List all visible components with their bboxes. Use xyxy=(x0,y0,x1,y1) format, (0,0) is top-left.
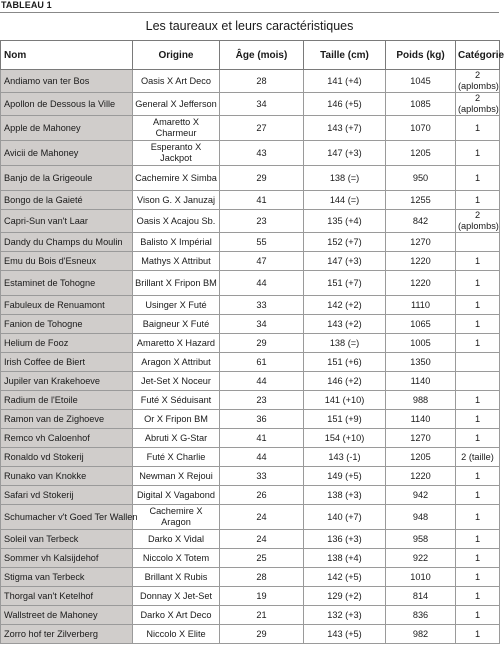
category-cell: 1 xyxy=(456,568,500,587)
weight-cell: 1220 xyxy=(386,252,456,271)
table-row xyxy=(1,391,500,410)
age-cell: 47 xyxy=(220,252,304,271)
height-cell: 143 (+2) xyxy=(304,315,386,334)
weight-cell: 950 xyxy=(386,166,456,191)
origin-cell: Baigneur X Futé xyxy=(133,315,220,334)
table-caption: Les taureaux et leurs caractéristiques xyxy=(145,19,354,33)
table-row xyxy=(1,296,500,315)
age-cell: 25 xyxy=(220,549,304,568)
table-row xyxy=(1,568,500,587)
category-cell: 1 xyxy=(456,587,500,606)
name-cell: Runako van Knokke xyxy=(1,467,133,486)
height-cell: 147 (+3) xyxy=(304,252,386,271)
name-cell: Apple de Mahoney xyxy=(1,116,133,141)
category-cell: 1 xyxy=(456,116,500,141)
age-cell: 24 xyxy=(220,505,304,530)
table-row xyxy=(1,530,500,549)
table-row xyxy=(1,141,500,166)
age-cell: 27 xyxy=(220,116,304,141)
name-cell: Sommer vh Kalsijdehof xyxy=(1,549,133,568)
table-row xyxy=(1,410,500,429)
category-cell: 1 xyxy=(456,505,500,530)
table-row xyxy=(1,70,500,93)
table-row xyxy=(1,587,500,606)
table-row xyxy=(1,486,500,505)
weight-cell: 982 xyxy=(386,625,456,644)
age-cell: 55 xyxy=(220,233,304,252)
table-row xyxy=(1,448,500,467)
weight-cell: 1140 xyxy=(386,410,456,429)
age-cell: 44 xyxy=(220,372,304,391)
height-cell: 138 (+4) xyxy=(304,549,386,568)
height-cell: 151 (+7) xyxy=(304,271,386,296)
origin-cell: Usinger X Futé xyxy=(133,296,220,315)
weight-cell: 1255 xyxy=(386,191,456,210)
weight-cell: 1110 xyxy=(386,296,456,315)
origin-cell: Amaretto X Charmeur xyxy=(133,116,220,141)
weight-cell: 1140 xyxy=(386,372,456,391)
age-cell: 41 xyxy=(220,191,304,210)
name-cell: Andiamo van ter Bos xyxy=(1,70,133,93)
origin-cell: Brillant X Rubis xyxy=(133,568,220,587)
table-row xyxy=(1,93,500,116)
title-rule xyxy=(0,12,499,13)
height-cell: 141 (+10) xyxy=(304,391,386,410)
category-cell: 1 xyxy=(456,141,500,166)
name-cell: Thorgal van't Ketelhof xyxy=(1,587,133,606)
name-cell: Bongo de la Gaieté xyxy=(1,191,133,210)
name-cell: Dandy du Champs du Moulin xyxy=(1,233,133,252)
origin-cell: Oasis X Acajou Sb. xyxy=(133,210,220,233)
age-cell: 26 xyxy=(220,486,304,505)
weight-cell: 814 xyxy=(386,587,456,606)
origin-cell: Esperanto X Jackpot xyxy=(133,141,220,166)
category-cell: 2 (aplombs) xyxy=(456,70,500,93)
category-cell: 1 xyxy=(456,486,500,505)
origin-cell: Abruti X G-Star xyxy=(133,429,220,448)
weight-cell: 1070 xyxy=(386,116,456,141)
name-cell: Fanion de Tohogne xyxy=(1,315,133,334)
name-cell: Avicii de Mahoney xyxy=(1,141,133,166)
age-cell: 61 xyxy=(220,353,304,372)
table-row xyxy=(1,252,500,271)
table-row xyxy=(1,372,500,391)
name-cell: Estaminet de Tohogne xyxy=(1,271,133,296)
age-cell: 29 xyxy=(220,625,304,644)
origin-cell: Niccolo X Elite xyxy=(133,625,220,644)
height-cell: 140 (+7) xyxy=(304,505,386,530)
category-cell: 1 xyxy=(456,391,500,410)
category-cell: 1 xyxy=(456,429,500,448)
name-cell: Ramon van de Zighoeve xyxy=(1,410,133,429)
height-cell: 138 (=) xyxy=(304,166,386,191)
category-cell: 1 xyxy=(456,549,500,568)
category-cell xyxy=(456,353,500,372)
age-cell: 21 xyxy=(220,606,304,625)
height-cell: 149 (+5) xyxy=(304,467,386,486)
origin-cell: Futé X Charlie xyxy=(133,448,220,467)
height-cell: 142 (+2) xyxy=(304,296,386,315)
name-cell: Schumacher v't Goed Ter Wallen xyxy=(1,505,133,530)
table-body xyxy=(1,70,500,644)
weight-cell: 948 xyxy=(386,505,456,530)
origin-cell: Vison G. X Januzaj xyxy=(133,191,220,210)
category-cell: 1 xyxy=(456,606,500,625)
header-categorie: Catégorie xyxy=(456,41,500,70)
category-cell: 1 xyxy=(456,296,500,315)
age-cell: 34 xyxy=(220,93,304,116)
origin-cell: Mathys X Attribut xyxy=(133,252,220,271)
height-cell: 129 (+2) xyxy=(304,587,386,606)
origin-cell: Brillant X Fripon BM xyxy=(133,271,220,296)
header-row xyxy=(1,41,500,70)
age-cell: 28 xyxy=(220,70,304,93)
table-row xyxy=(1,334,500,353)
weight-cell: 1010 xyxy=(386,568,456,587)
header-age: Âge (mois) xyxy=(220,41,304,70)
age-cell: 29 xyxy=(220,334,304,353)
table-label: TABLEAU 1 xyxy=(1,0,52,10)
weight-cell: 1205 xyxy=(386,141,456,166)
origin-cell: Cachemire X Aragon xyxy=(133,505,220,530)
origin-cell: Jet-Set X Noceur xyxy=(133,372,220,391)
origin-cell: Amaretto X Hazard xyxy=(133,334,220,353)
origin-cell: Or X Fripon BM xyxy=(133,410,220,429)
weight-cell: 1270 xyxy=(386,429,456,448)
table-row xyxy=(1,191,500,210)
header-origine: Origine xyxy=(133,41,220,70)
name-cell: Fabuleux de Renuamont xyxy=(1,296,133,315)
category-cell: 1 xyxy=(456,334,500,353)
category-cell: 1 xyxy=(456,410,500,429)
weight-cell: 1045 xyxy=(386,70,456,93)
age-cell: 24 xyxy=(220,530,304,549)
height-cell: 154 (+10) xyxy=(304,429,386,448)
header-nom: Nom xyxy=(1,41,133,70)
name-cell: Wallstreet de Mahoney xyxy=(1,606,133,625)
height-cell: 142 (+5) xyxy=(304,568,386,587)
height-cell: 147 (+3) xyxy=(304,141,386,166)
category-cell: 2 (taille) xyxy=(456,448,500,467)
table-row xyxy=(1,116,500,141)
table-row xyxy=(1,210,500,233)
weight-cell: 1270 xyxy=(386,233,456,252)
table-row xyxy=(1,315,500,334)
weight-cell: 836 xyxy=(386,606,456,625)
origin-cell: General X Jefferson xyxy=(133,93,220,116)
category-cell: 1 xyxy=(456,530,500,549)
age-cell: 34 xyxy=(220,315,304,334)
height-cell: 132 (+3) xyxy=(304,606,386,625)
age-cell: 44 xyxy=(220,448,304,467)
header-poids: Poids (kg) xyxy=(386,41,456,70)
age-cell: 41 xyxy=(220,429,304,448)
table-row xyxy=(1,606,500,625)
category-cell xyxy=(456,372,500,391)
weight-cell: 1350 xyxy=(386,353,456,372)
category-cell xyxy=(456,233,500,252)
name-cell: Capri-Sun van't Laar xyxy=(1,210,133,233)
height-cell: 152 (+7) xyxy=(304,233,386,252)
weight-cell: 988 xyxy=(386,391,456,410)
origin-cell: Aragon X Attribut xyxy=(133,353,220,372)
origin-cell: Darko X Art Deco xyxy=(133,606,220,625)
name-cell: Zorro hof ter Zilverberg xyxy=(1,625,133,644)
origin-cell: Futé X Séduisant xyxy=(133,391,220,410)
category-cell: 1 xyxy=(456,467,500,486)
name-cell: Helium de Fooz xyxy=(1,334,133,353)
name-cell: Safari vd Stokerij xyxy=(1,486,133,505)
bulls-table xyxy=(0,40,504,644)
table-row xyxy=(1,467,500,486)
height-cell: 141 (+4) xyxy=(304,70,386,93)
height-cell: 138 (=) xyxy=(304,334,386,353)
category-cell: 2 (aplombs) xyxy=(456,93,500,116)
category-cell: 1 xyxy=(456,625,500,644)
table-row xyxy=(1,353,500,372)
weight-cell: 922 xyxy=(386,549,456,568)
category-cell: 2 (aplombs) xyxy=(456,210,500,233)
weight-cell: 1220 xyxy=(386,467,456,486)
height-cell: 138 (+3) xyxy=(304,486,386,505)
age-cell: 29 xyxy=(220,166,304,191)
height-cell: 136 (+3) xyxy=(304,530,386,549)
name-cell: Jupiler van Krakehoeve xyxy=(1,372,133,391)
origin-cell: Donnay X Jet-Set xyxy=(133,587,220,606)
weight-cell: 1220 xyxy=(386,271,456,296)
age-cell: 33 xyxy=(220,467,304,486)
origin-cell: Darko X Vidal xyxy=(133,530,220,549)
weight-cell: 1085 xyxy=(386,93,456,116)
weight-cell: 1005 xyxy=(386,334,456,353)
name-cell: Apollon de Dessous la Ville xyxy=(1,93,133,116)
table-row xyxy=(1,429,500,448)
category-cell: 1 xyxy=(456,252,500,271)
weight-cell: 1065 xyxy=(386,315,456,334)
table-row xyxy=(1,271,500,296)
category-cell: 1 xyxy=(456,315,500,334)
origin-cell: Digital X Vagabond xyxy=(133,486,220,505)
height-cell: 144 (=) xyxy=(304,191,386,210)
origin-cell: Cachemire X Simba xyxy=(133,166,220,191)
table-row xyxy=(1,549,500,568)
height-cell: 146 (+2) xyxy=(304,372,386,391)
category-cell: 1 xyxy=(456,271,500,296)
weight-cell: 942 xyxy=(386,486,456,505)
name-cell: Ronaldo vd Stokerij xyxy=(1,448,133,467)
height-cell: 146 (+5) xyxy=(304,93,386,116)
origin-cell: Newman X Rejoui xyxy=(133,467,220,486)
name-cell: Irish Coffee de Biert xyxy=(1,353,133,372)
age-cell: 33 xyxy=(220,296,304,315)
age-cell: 23 xyxy=(220,210,304,233)
name-cell: Soleil van Terbeck xyxy=(1,530,133,549)
height-cell: 143 (-1) xyxy=(304,448,386,467)
category-cell: 1 xyxy=(456,191,500,210)
table-row xyxy=(1,505,500,530)
category-cell: 1 xyxy=(456,166,500,191)
weight-cell: 1205 xyxy=(386,448,456,467)
height-cell: 151 (+6) xyxy=(304,353,386,372)
header-taille: Taille (cm) xyxy=(304,41,386,70)
table-row xyxy=(1,625,500,644)
age-cell: 43 xyxy=(220,141,304,166)
table-row xyxy=(1,233,500,252)
height-cell: 143 (+7) xyxy=(304,116,386,141)
height-cell: 135 (+4) xyxy=(304,210,386,233)
age-cell: 19 xyxy=(220,587,304,606)
age-cell: 44 xyxy=(220,271,304,296)
weight-cell: 842 xyxy=(386,210,456,233)
height-cell: 151 (+9) xyxy=(304,410,386,429)
origin-cell: Oasis X Art Deco xyxy=(133,70,220,93)
age-cell: 36 xyxy=(220,410,304,429)
name-cell: Remco vh Caloenhof xyxy=(1,429,133,448)
name-cell: Radium de l'Etoile xyxy=(1,391,133,410)
name-cell: Stigma van Terbeck xyxy=(1,568,133,587)
age-cell: 28 xyxy=(220,568,304,587)
name-cell: Banjo de la Grigeoule xyxy=(1,166,133,191)
height-cell: 143 (+5) xyxy=(304,625,386,644)
name-cell: Emu du Bois d'Esneux xyxy=(1,252,133,271)
age-cell: 23 xyxy=(220,391,304,410)
weight-cell: 958 xyxy=(386,530,456,549)
origin-cell: Balisto X Impérial xyxy=(133,233,220,252)
origin-cell: Niccolo X Totem xyxy=(133,549,220,568)
table-row xyxy=(1,166,500,191)
